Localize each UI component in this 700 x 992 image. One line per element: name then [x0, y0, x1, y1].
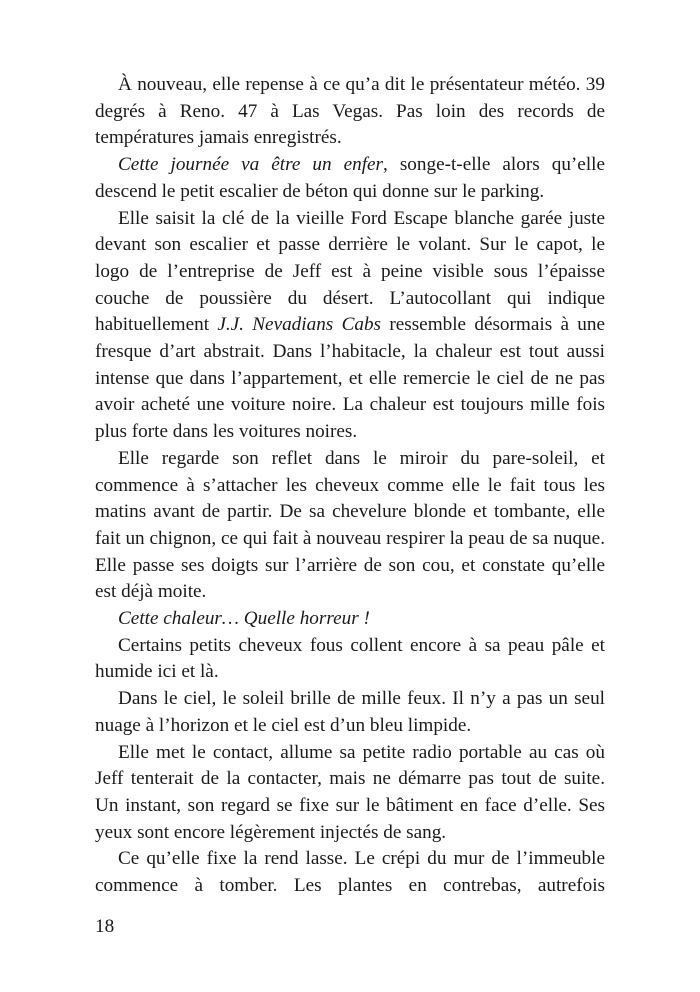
- text-run: Certains petits cheveux fous collent encore à sa peau pâle et humide ici et là.: [95, 634, 605, 683]
- paragraph: [95, 740, 605, 847]
- body-text: [95, 72, 605, 900]
- text-run: Elle regarde son reflet dans le miroir du pare-soleil, et commence à s’attacher les cheveux comme elle le fait tous les matins avant de partir. De sa chevelure blonde et tombante, elle fait un chignon, ce qui fait à nouveau respirer la peau de sa nuque. Elle passe ses doigts sur l’arrière de son cou, et constate qu’elle est déjà moite.: [95, 447, 605, 603]
- text-run: Elle met le contact, allume sa petite radio portable au cas où Jeff tenterait de la contacter, mais ne démarre pas tout de suite. Un instant, son regard se fixe sur le bâtiment en face d’elle. Ses yeux sont encore légèrement injectés de sang.: [95, 741, 605, 843]
- italic-text-run: J.J. Nevadians Cabs: [217, 314, 382, 336]
- paragraph: [95, 686, 605, 739]
- text-run: , songe-t-elle alors qu’elle descend le petit escalier de béton qui donne sur le parking.: [95, 154, 605, 202]
- text-run: Elle saisit la clé de la vieille Ford Escape blanche garée juste devant son escalier et passe derrière le volant. Sur le capot, le logo de l’entreprise de Jeff est à peine visible sous l’épaisse couche de poussière du désert. L’autocollant qui indique habituellement: [95, 207, 605, 336]
- paragraph: [95, 446, 605, 606]
- italic-text-run: Cette chaleur… Quelle horreur !: [118, 608, 370, 630]
- paragraph: [95, 633, 605, 686]
- italic-text-run: Cette journée va être un enfer: [118, 154, 384, 176]
- text-run: Dans le ciel, le soleil brille de mille feux. Il n’y a pas un seul nuage à l’horizon et le ciel est d’un bleu limpide.: [95, 688, 605, 736]
- text-run: Ce qu’elle fixe la rend lasse. Le crépi du mur de l’immeuble commence à tomber. Les plantes en contrebas, autrefois: [95, 848, 605, 897]
- paragraph: [95, 206, 605, 446]
- paragraph: [95, 72, 605, 152]
- paragraph-last-line-justified: [95, 846, 605, 899]
- page-number: 18: [95, 916, 115, 937]
- paragraph: [95, 152, 605, 205]
- text-run: ressemble désormais à une fresque d’art abstrait. Dans l’habitacle, la chaleur est tout aussi intense que dans l’appartement, et elle remercie le ciel de ne pas avoir acheté une voiture noire. La chaleur est toujours mille fois plus forte dans les voitures noires.: [95, 314, 605, 443]
- paragraph: [95, 606, 605, 633]
- text-run: À nouveau, elle repense à ce qu’a dit le présentateur météo. 39 degrés à Reno. 47 à Las Vegas. Pas loin des records de températures jamais enregistrés.: [95, 74, 605, 149]
